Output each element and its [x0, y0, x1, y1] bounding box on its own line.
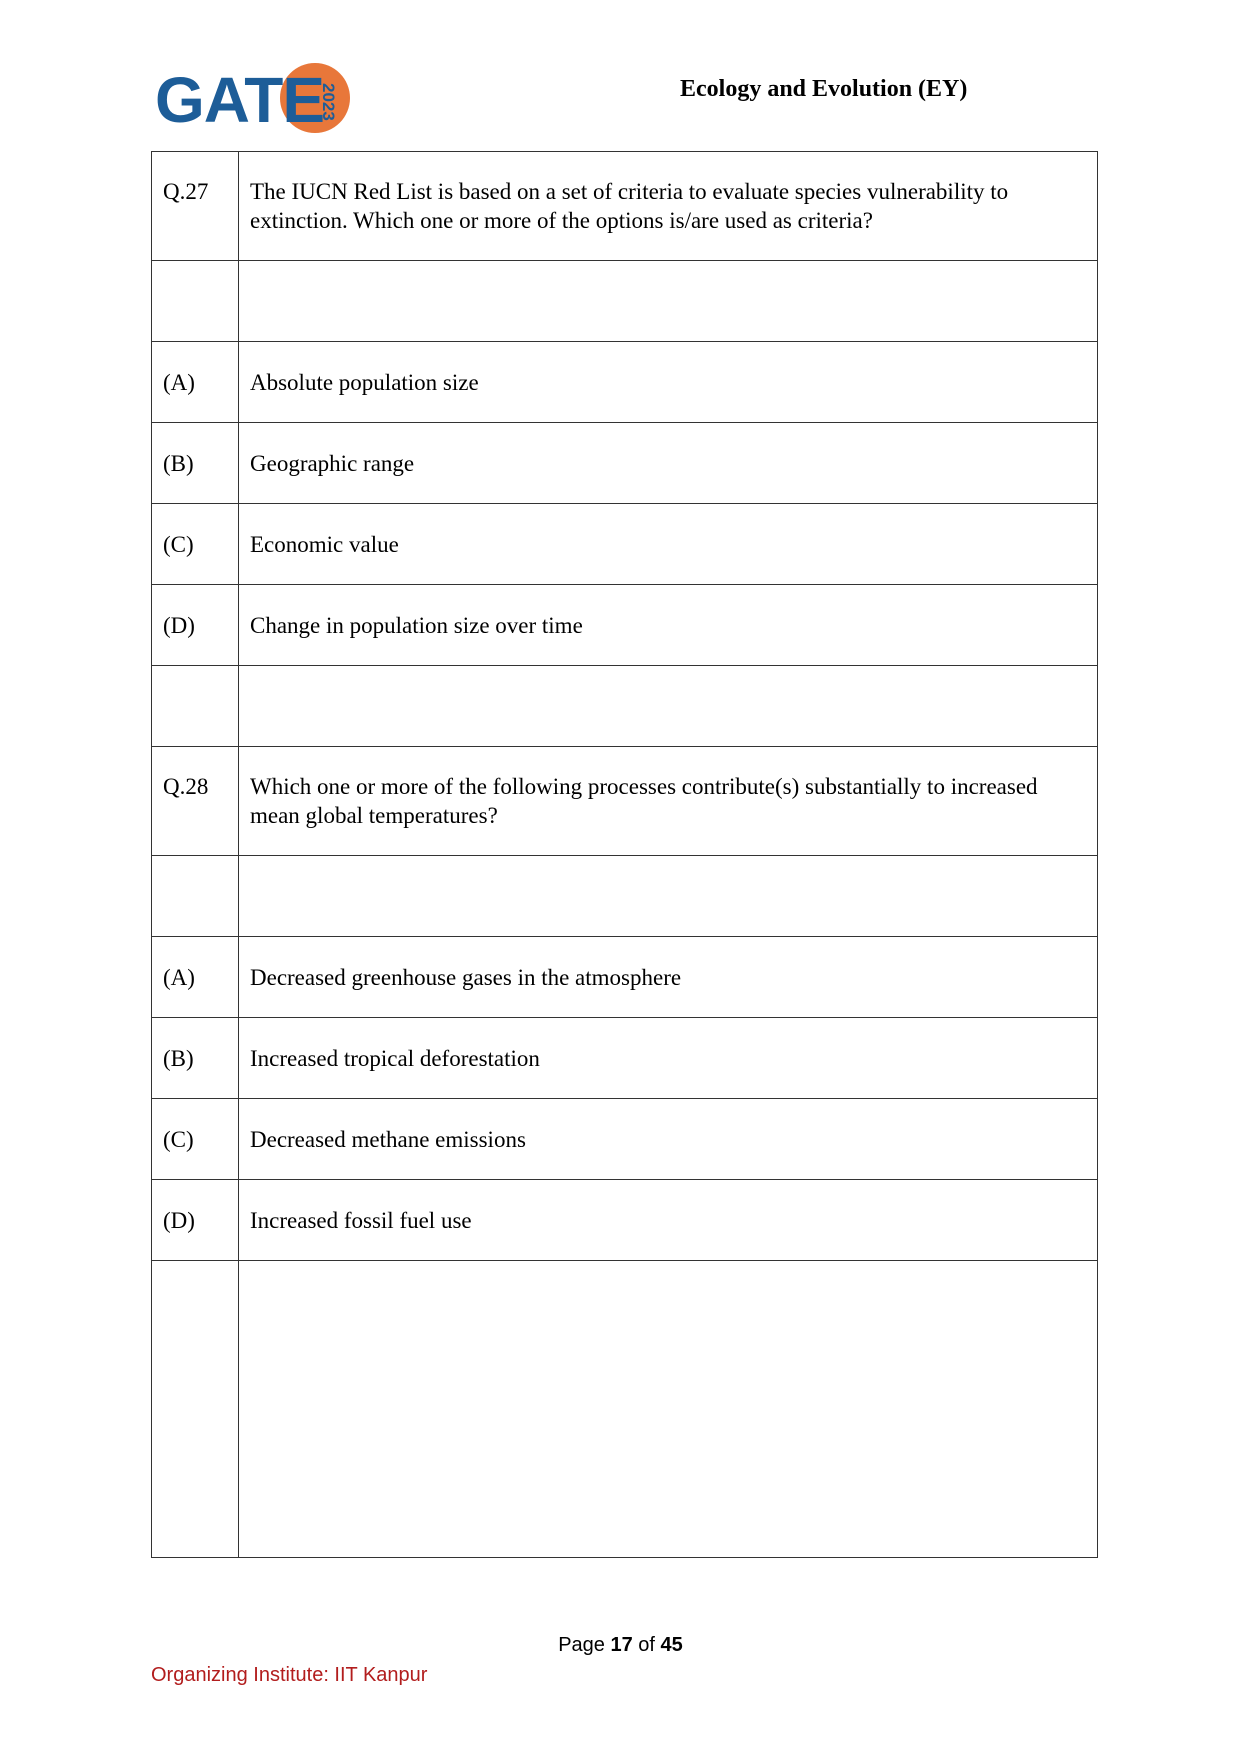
option-row [152, 1180, 1098, 1261]
option-text: Geographic range [239, 423, 1098, 504]
option-row [152, 423, 1098, 504]
blank-row [152, 261, 1098, 342]
logo-text: GATE [155, 64, 325, 136]
option-row [152, 1099, 1098, 1180]
paper-subject: Ecology and Evolution (EY) [680, 76, 968, 102]
option-text: Decreased greenhouse gases in the atmosphere [239, 937, 1098, 1018]
question-row [152, 747, 1098, 856]
option-text: Increased tropical deforestation [239, 1018, 1098, 1099]
of-word: of [638, 1634, 655, 1656]
blank-row [152, 666, 1098, 747]
option-row [152, 1018, 1098, 1099]
question-number: Q.27 [152, 152, 239, 261]
blank-row [152, 856, 1098, 937]
question-text: The IUCN Red List is based on a set of criteria to evaluate species vulnerability to extinction. Which one or more of the options is/are used as criteria? [239, 152, 1098, 261]
option-label: (B) [152, 423, 239, 504]
option-row [152, 937, 1098, 1018]
option-label: (D) [152, 1180, 239, 1261]
option-text: Increased fossil fuel use [239, 1180, 1098, 1261]
page-total: 45 [660, 1634, 683, 1656]
page-number [0, 1634, 1241, 1657]
page-word: Page [558, 1634, 605, 1656]
option-text: Absolute population size [239, 342, 1098, 423]
question-text: Which one or more of the following processes contribute(s) substantially to increased mean global temperatures? [239, 747, 1098, 856]
option-text: Decreased methane emissions [239, 1099, 1098, 1180]
option-label: (B) [152, 1018, 239, 1099]
option-label: (A) [152, 937, 239, 1018]
question-table [151, 151, 1098, 1558]
option-text: Economic value [239, 504, 1098, 585]
page-current: 17 [610, 1634, 633, 1656]
gate-logo [155, 60, 355, 140]
blank-row [152, 1261, 1098, 1558]
option-row [152, 342, 1098, 423]
question-number: Q.28 [152, 747, 239, 856]
option-row [152, 585, 1098, 666]
option-label: (A) [152, 342, 239, 423]
option-label: (C) [152, 504, 239, 585]
option-row [152, 504, 1098, 585]
question-row [152, 152, 1098, 261]
option-label: (C) [152, 1099, 239, 1180]
option-text: Change in population size over time [239, 585, 1098, 666]
logo-year: 2023 [319, 83, 338, 121]
organizing-institute: Organizing Institute: IIT Kanpur [151, 1664, 428, 1686]
option-label: (D) [152, 585, 239, 666]
